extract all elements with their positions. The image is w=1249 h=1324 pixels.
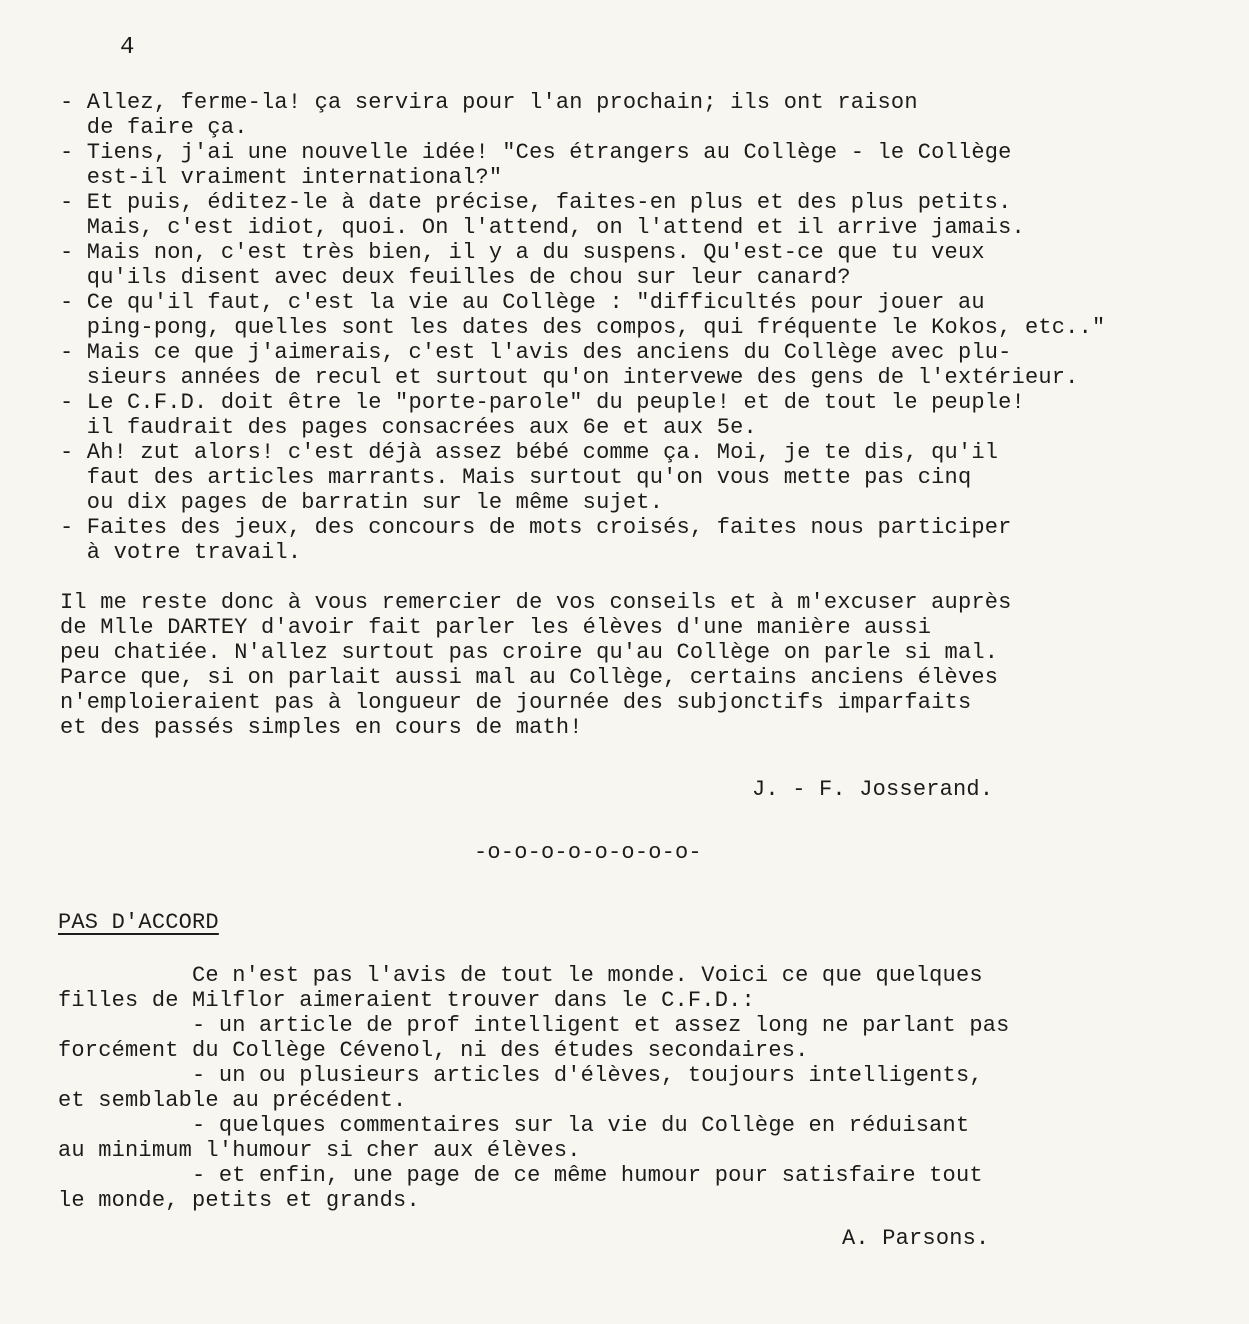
dialogue-line: - Le C.F.D. doit être le "porte-parole" du peuple! et de tout le peuple! [60,390,1025,415]
dialogue-line: qu'ils disent avec deux feuilles de chou sur leur canard? [60,265,851,290]
section-title: PAS D'ACCORD [58,910,219,935]
dialogue-line: - Ah! zut alors! c'est déjà assez bébé comme ça. Moi, je te dis, qu'il [60,440,999,465]
section-body-line: Ce n'est pas l'avis de tout le monde. Voici ce que quelques [58,963,983,988]
dialogue-line: - Faites des jeux, des concours de mots croisés, faites nous participer [60,515,1012,540]
dialogue-line: - Tiens, j'ai une nouvelle idée! "Ces étrangers au Collège - le Collège [60,140,1012,165]
section-body-line: - un article de prof intelligent et assez long ne parlant pas [58,1013,1010,1038]
section-body-line: - un ou plusieurs articles d'élèves, toujours intelligents, [58,1063,983,1088]
dialogue-line: il faudrait des pages consacrées aux 6e et aux 5e. [60,415,757,440]
section-body-line: forcément du Collège Cévenol, ni des études secondaires. [58,1038,809,1063]
dialogue-line: Mais, c'est idiot, quoi. On l'attend, on l'attend et il arrive jamais. [60,215,1025,240]
dialogue-line: à votre travail. [60,540,302,565]
dialogue-line: est-il vraiment international?" [60,165,503,190]
conclusion-line: peu chatiée. N'allez surtout pas croire qu'au Collège on parle si mal. [60,640,999,665]
dialogue-line: ou dix pages de barratin sur le même sujet. [60,490,664,515]
dialogue-line: sieurs années de recul et surtout qu'on intervewe des gens de l'extérieur. [60,365,1079,390]
dialogue-line: ping-pong, quelles sont les dates des compos, qui fréquente le Kokos, etc.." [60,315,1106,340]
dialogue-line: - Et puis, éditez-le à date précise, faites-en plus et des plus petits. [60,190,1012,215]
section-body-line: le monde, petits et grands. [58,1188,420,1213]
conclusion-line: Il me reste donc à vous remercier de vos conseils et à m'excuser auprès [60,590,1012,615]
page-number: 4 [120,34,135,61]
section-body-line: et semblable au précédent. [58,1088,407,1113]
conclusion-line: n'emploieraient pas à longueur de journée des subjonctifs imparfaits [60,690,972,715]
section-body-line: au minimum l'humour si cher aux élèves. [58,1138,581,1163]
section-separator: -o-o-o-o-o-o-o-o- [474,840,702,865]
section-body-line: filles de Milflor aimeraient trouver dans le C.F.D.: [58,988,755,1013]
signature-josserand: J. - F. Josserand. [752,777,994,802]
signature-parsons: A. Parsons. [842,1226,990,1251]
dialogue-line: - Ce qu'il faut, c'est la vie au Collège : "difficultés pour jouer au [60,290,985,315]
conclusion-line: de Mlle DARTEY d'avoir fait parler les élèves d'une manière aussi [60,615,932,640]
section-body-line: - et enfin, une page de ce même humour pour satisfaire tout [58,1163,983,1188]
dialogue-line: de faire ça. [60,115,248,140]
section-body-line: - quelques commentaires sur la vie du Collège en réduisant [58,1113,970,1138]
dialogue-line: - Mais non, c'est très bien, il y a du suspens. Qu'est-ce que tu veux [60,240,985,265]
dialogue-line: - Mais ce que j'aimerais, c'est l'avis des anciens du Collège avec plu- [60,340,1012,365]
dialogue-line: - Allez, ferme-la! ça servira pour l'an prochain; ils ont raison [60,90,918,115]
conclusion-line: et des passés simples en cours de math! [60,715,583,740]
dialogue-line: faut des articles marrants. Mais surtout qu'on vous mette pas cinq [60,465,972,490]
conclusion-line: Parce que, si on parlait aussi mal au Collège, certains anciens élèves [60,665,999,690]
